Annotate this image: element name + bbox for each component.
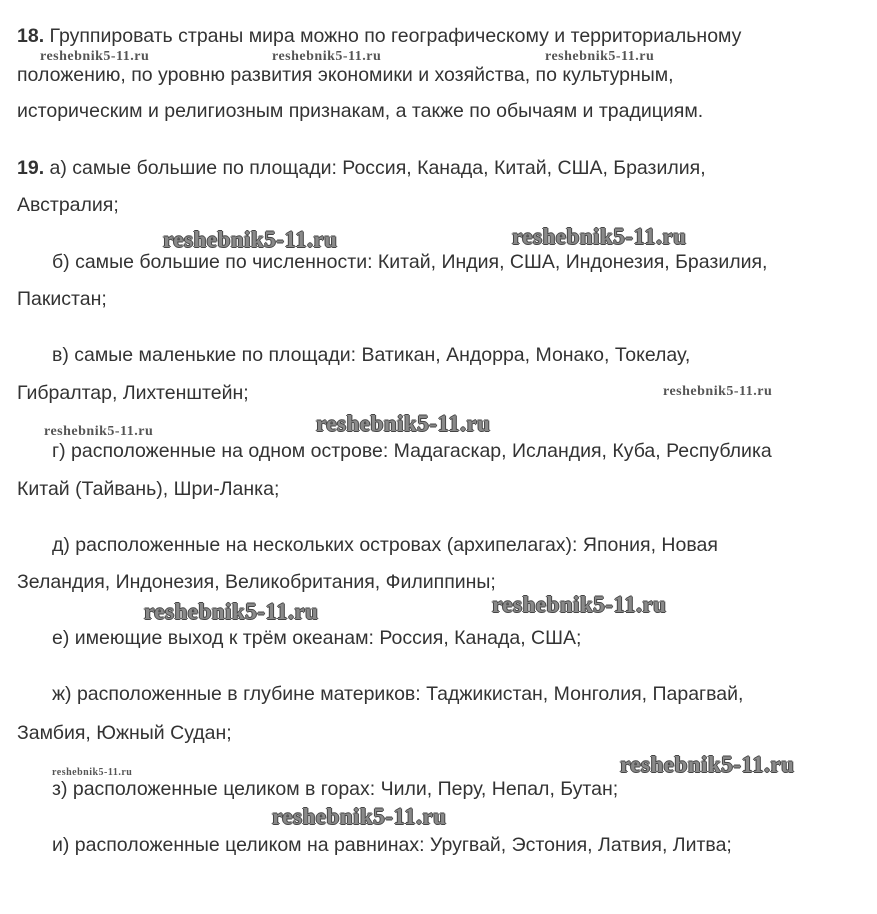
text: Группировать страны мира можно по географическому и территориальному bbox=[44, 25, 742, 47]
q19-line: д) расположенные на нескольких островах (архипелагах): Япония, Новая bbox=[52, 534, 718, 556]
watermark: reshebnik5-11.ru bbox=[316, 411, 491, 436]
watermark: reshebnik5-11.ru bbox=[272, 804, 447, 829]
watermark: reshebnik5-11.ru bbox=[40, 49, 150, 64]
q19-line-1 bbox=[17, 156, 706, 180]
q19-line: Австралия; bbox=[17, 194, 119, 216]
watermark: reshebnik5-11.ru bbox=[52, 767, 133, 778]
watermark: reshebnik5-11.ru bbox=[163, 227, 338, 252]
q19-line: Зеландия, Индонезия, Великобритания, Филиппины; bbox=[17, 571, 496, 593]
q18-line-3: историческим и религиозным признакам, а также по обычаям и традициям. bbox=[17, 100, 704, 122]
q18-line-2: положению, по уровню развития экономики и хозяйства, по культурным, bbox=[17, 64, 674, 86]
q19-line: и) расположенные целиком на равнинах: Уругвай, Эстония, Латвия, Литва; bbox=[52, 834, 732, 856]
q19-line: Пакистан; bbox=[17, 288, 107, 310]
watermark: reshebnik5-11.ru bbox=[663, 384, 773, 399]
watermark: reshebnik5-11.ru bbox=[272, 49, 382, 64]
q19-line: е) имеющие выход к трём океанам: Россия, Канада, США; bbox=[52, 627, 582, 649]
q19-line: з) расположенные целиком в горах: Чили, Перу, Непал, Бутан; bbox=[52, 778, 619, 800]
q19-line: б) самые большие по численности: Китай, Индия, США, Индонезия, Бразилия, bbox=[52, 251, 768, 273]
q19-line: Китай (Тайвань), Шри-Ланка; bbox=[17, 478, 280, 500]
q19-line: г) расположенные на одном острове: Мадагаскар, Исландия, Куба, Республика bbox=[52, 440, 772, 462]
q19-line: ж) расположенные в глубине материков: Таджикистан, Монголия, Парагвай, bbox=[52, 683, 744, 705]
watermark: reshebnik5-11.ru bbox=[492, 592, 667, 617]
watermark: reshebnik5-11.ru bbox=[545, 49, 655, 64]
watermark: reshebnik5-11.ru bbox=[44, 424, 154, 439]
q18-number: 18. bbox=[17, 25, 45, 47]
watermark: reshebnik5-11.ru bbox=[620, 752, 795, 777]
q19-number: 19. bbox=[17, 157, 45, 179]
q19-line: в) самые маленькие по площади: Ватикан, Андорра, Монако, Токелау, bbox=[52, 344, 691, 366]
q19-line: Гибралтар, Лихтенштейн; bbox=[17, 382, 249, 404]
text: а) самые большие по площади: Россия, Канада, Китай, США, Бразилия, bbox=[44, 157, 706, 179]
q19-line: Замбия, Южный Судан; bbox=[17, 722, 232, 744]
watermark: reshebnik5-11.ru bbox=[512, 224, 687, 249]
q18-line-1 bbox=[17, 24, 741, 48]
watermark: reshebnik5-11.ru bbox=[144, 599, 319, 624]
